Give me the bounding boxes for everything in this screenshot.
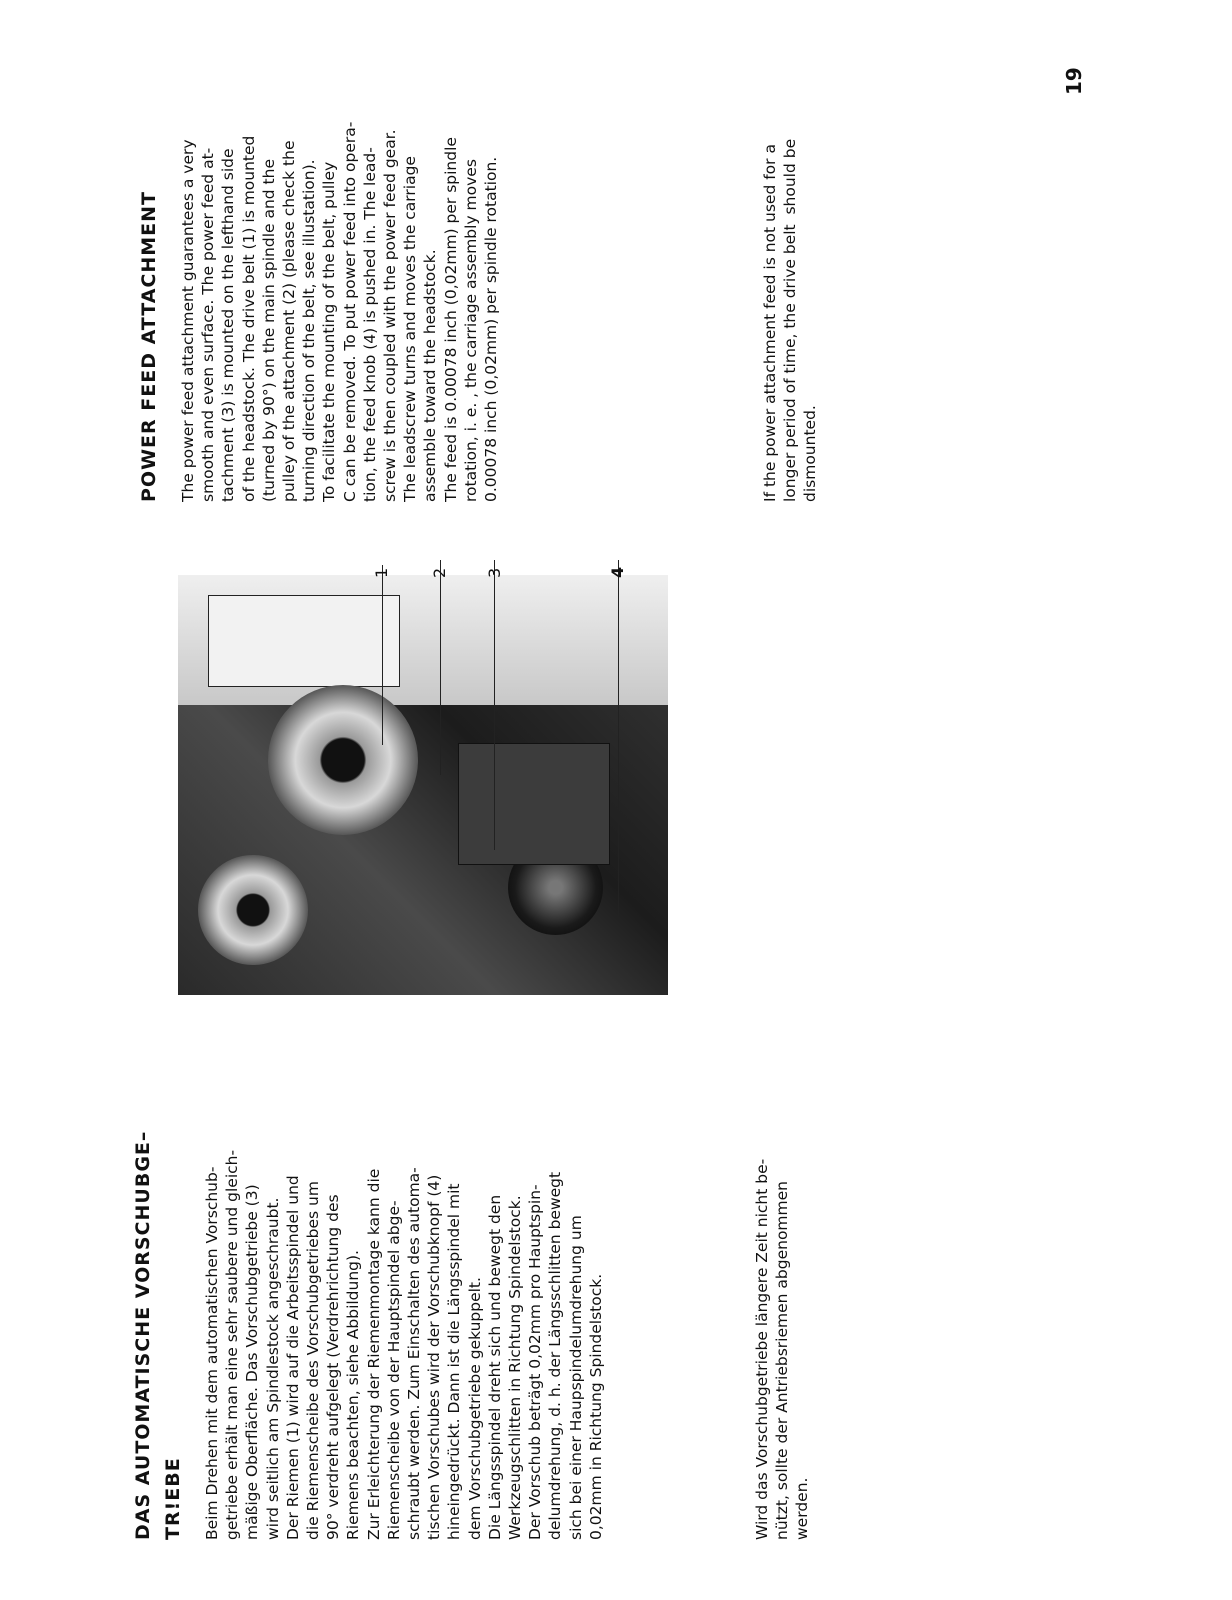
callout-label-2: 2 [430, 567, 449, 578]
english-section [134, 2, 501, 502]
english-heading: POWER FEED ATTACHMENT [138, 191, 160, 502]
english-note-section [760, 2, 821, 502]
gear-housing [458, 743, 610, 865]
attachment-pulley [198, 855, 308, 965]
english-note-text: If the power attachment feed is not used for a longer period of time, the drive belt should be dismounted. [761, 138, 820, 502]
speed-chart-plate [208, 595, 400, 687]
callout-label-3: 3 [485, 567, 504, 578]
callout-line-4 [618, 560, 619, 920]
page-number: 19 [1062, 67, 1086, 95]
callout-label-4: 4 [608, 566, 627, 578]
lathe-power-feed-photo [178, 575, 668, 995]
english-body-text: The power feed attachment guarantees a very smooth and even surface. The power feed at- tachment (3) is mounted on the lefthand side of the headstock. The drive belt (1) is mounted (turned by 90°) on the main spindle and the pulley of the attachment (2) (please check the turning direction of the belt, see illustation). To facilitate the mounting of the belt, pulley C can be removed. To put power feed into opera- tion, the feed knob (4) is pushed in. The lead- screw is then coupled with the power feed gear. The leadscrew turns and moves the carriage assemble toward the headstock. The feed is 0.00078 inch (0,02mm) per spindle rotation, i. e. , the carriage assembly moves 0.00078 inch (0,02mm) per spindle rotation. [179, 121, 501, 502]
german-body-text: Beim Drehen mit dem automatischen Vorschub- getriebe erhält man eine sehr saubere und gleich- mäßige Oberfläche. Das Vorschubgetriebe (3) wird seitlich am Spindlestock angeschraubt. Der Riemen (1) wird auf die Arbeitsspindel und die Riemenscheibe des Vorschubgetriebes um 90° verdreht aufgelegt (Verdrehrichtung des Riemens beachten, siehe Abbildung). Zur Erleichterung der Riemenmontage kann die Riemenscheibe von der Hauptspindel abge- schraubt werden. Zum Einschalten des automa- tischen Vorschubes wird der Vorschubknopf (4) hineingedrückt. Dann ist die Längsspindel mit dem Vorschubgetriebe gekuppelt. Die Längsspindel dreht sich und bewegt den Werkzeugschlitten in Richtung Spindelstock. Der Vorschub beträgt 0,02mm pro Hauptspin- delumdrehung, d. h. der Längsschlitten bewegt sich bei einer Haupspindelumdrehung um 0,02mm in Richtung Spindelstock. [203, 1149, 605, 1540]
german-section [128, 980, 606, 1540]
callout-line-2 [440, 560, 441, 775]
german-note-section [752, 980, 813, 1540]
german-heading [128, 980, 188, 1540]
callout-label-1: 1 [372, 567, 391, 578]
callout-line-3 [494, 560, 495, 850]
german-heading-line2: TR!EBE [162, 1457, 184, 1540]
callout-line-1 [382, 565, 383, 745]
spindle-pulley [268, 685, 418, 835]
german-note-text: Wird das Vorschubgetriebe längere Zeit nicht be- nützt, sollte der Antriebsriemen abgenommen werden. [753, 1158, 812, 1540]
german-heading-line1: DAS AUTOMATISCHE VORSCHUBGE– [132, 1130, 154, 1540]
